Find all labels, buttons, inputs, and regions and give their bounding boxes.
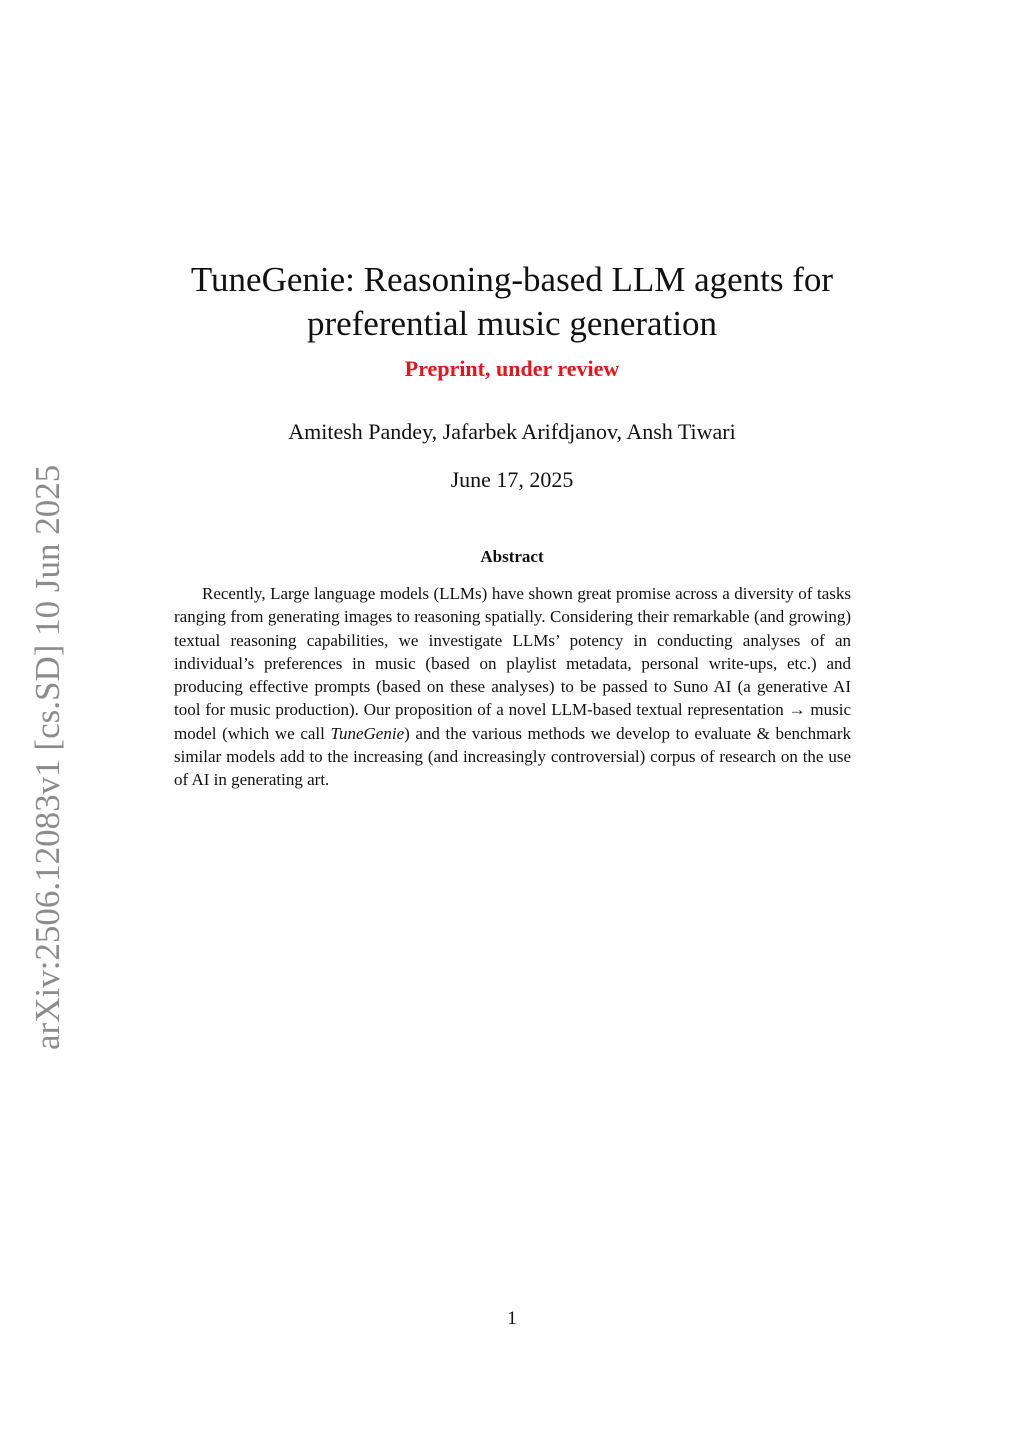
paper-title-line-2: preferential music generation [306,304,718,343]
abstract-text-part-1: Recently, Large language models (LLMs) have shown great promise across a diversity of tasks ranging from generating images to reasoning spatially. Considering their remarkable (and growing) textual reasoning capabilities, we investigate LLMs’ potency in conducting analyses of an individual’s preferences in music (based on playlist metadata, personal write-ups, etc.) and producing effective prompts (based on these analyses) to be passed to Suno AI (a generative AI tool for music production). Our proposition of a novel LLM-based textual representation → music model (which we call [174,584,851,743]
preprint-status-label: Preprint, under review [404,356,620,381]
abstract-text-part-2: ) and the various methods we develop to evaluate & benchmark similar models add to the increasing (and increasingly controversial) corpus of research on the use of AI in generating art. [174,723,851,790]
arxiv-identifier-stamp: arXiv:2506.12083v1 [cs.SD] 10 Jun 2025 [28,464,67,1050]
abstract-body [174,582,851,792]
author-list: Amitesh Pandey, Jafarbek Arifdjanov, Ansh Tiwari [288,419,736,444]
abstract-model-name: TuneGenie [330,723,405,743]
publication-date: June 17, 2025 [450,467,574,492]
abstract-heading: Abstract [480,547,544,566]
paper-title-line-1: TuneGenie: Reasoning-based LLM agents for [190,260,834,299]
page-number: 1 [507,1308,517,1329]
paper-title [120,258,904,346]
